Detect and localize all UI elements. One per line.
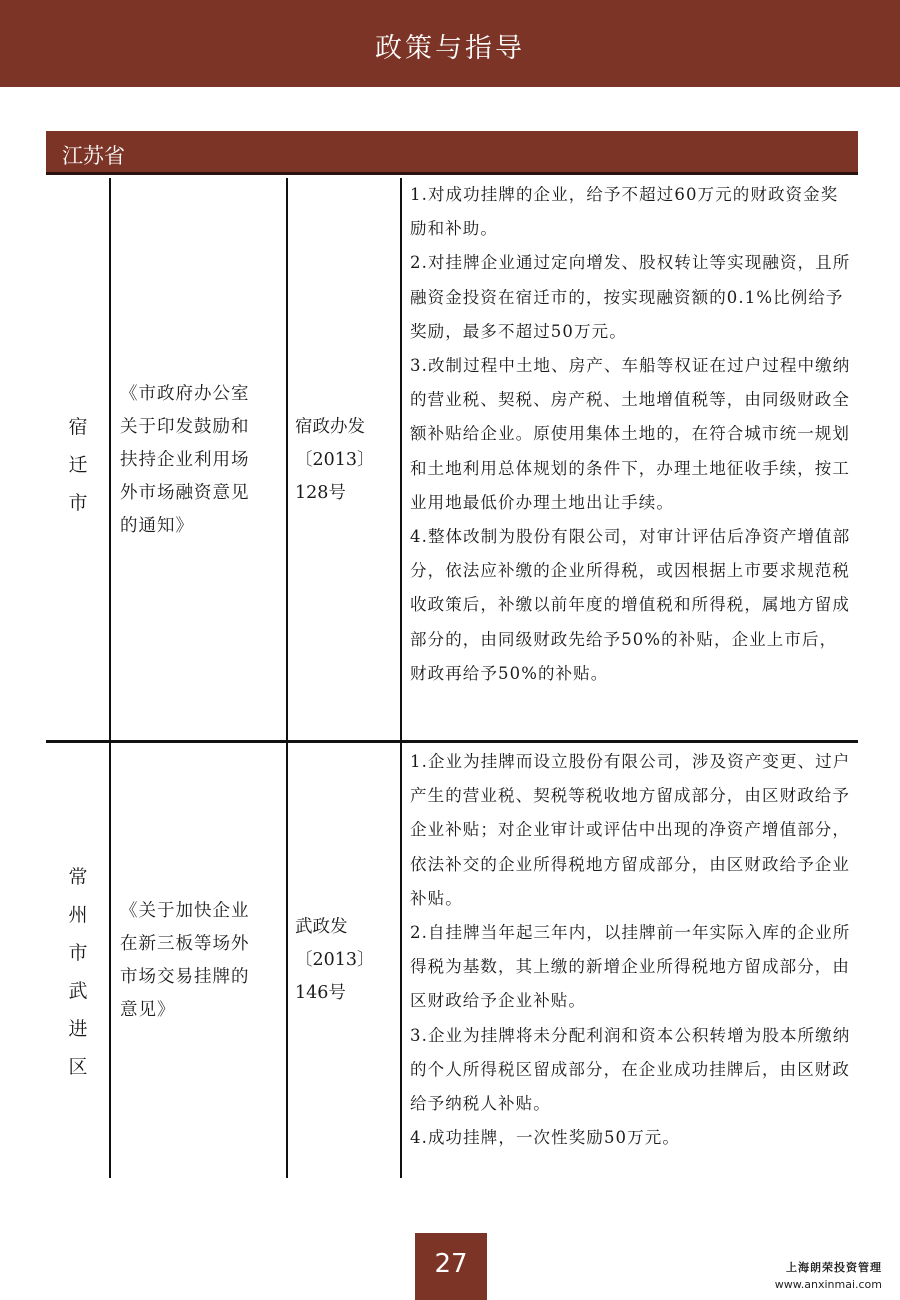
section-header: [46, 131, 858, 175]
document-number: 武政发 〔2013〕 146号: [295, 917, 375, 1003]
policy-item: 4.整体改制为股份有限公司，对审计评估后净资产增值部分，依法应补缴的企业所得税，或因根据上市要求规范税收政策后，补缴以前年度的增值税和所得税，属地方留成部分的，由同级财政先给予50%的补贴，企业上市后，财政再给予50%的补贴。: [410, 527, 851, 683]
table-divider: [286, 178, 288, 1178]
document-number: 宿政办发 〔2013〕 128号: [295, 417, 375, 503]
policy-item: 1.企业为挂牌而设立股份有限公司，涉及资产变更、过户产生的营业税、契税等税收地方留成部分，由区财政给予企业补贴；对企业审计或评估中出现的净资产增值部分，依法补交的企业所得税地方留成部分，由区财政给予企业补贴。: [410, 752, 851, 908]
policy-item: 1.对成功挂牌的企业，给予不超过60万元的财政资金奖励和补助。: [410, 185, 839, 239]
policy-item: 4.成功挂牌，一次性奖励50万元。: [410, 1128, 680, 1148]
brand-footer: [775, 1259, 882, 1291]
header-band: [0, 0, 900, 87]
policy-item: 3.企业为挂牌将未分配利润和资本公积转增为股本所缴纳的个人所得税区留成部分，在企业成功挂牌后，由区财政给予纳税人补贴。: [410, 1025, 851, 1114]
city-name: 宿 迁 市: [68, 416, 88, 514]
policy-list: [410, 745, 854, 1155]
page-number: 27: [434, 1249, 468, 1279]
brand-url: www.anxinmai.com: [774, 1278, 882, 1291]
brand-name: 上海朗荣投资管理: [786, 1261, 882, 1274]
page-title: 政策与指导: [375, 33, 525, 64]
policy-item: 3.改制过程中土地、房产、车船等权证在过户过程中缴纳的营业税、契税、房产税、土地增值税等，由同级财政全额补贴给企业。原使用集体土地的，在符合城市统一规划和土地利用总体规划的条件下，办理土地征收手续，按工业用地最低价办理土地出让手续。: [410, 356, 851, 512]
table-divider: [109, 178, 111, 1178]
city-name: 常 州 市 武 进 区: [68, 866, 88, 1078]
document-title: 《市政府办公室 关于印发鼓励和 扶持企业利用场 外市场融资意见 的通知》: [120, 384, 250, 536]
row-divider: [46, 740, 858, 743]
section-title: 江苏省: [62, 144, 125, 168]
document-title: 《关于加快企业 在新三板等场外 市场交易挂牌的 意见》: [120, 901, 250, 1020]
policy-list: [410, 178, 854, 691]
policy-item: 2.对挂牌企业通过定向增发、股权转让等实现融资，且所融资金投资在宿迁市的，按实现融资额的0.1%比例给予奖励，最多不超过50万元。: [410, 253, 851, 341]
policy-item: 2.自挂牌当年起三年内，以挂牌前一年实际入库的企业所得税为基数，其上缴的新增企业所得税地方留成部分，由区财政给予企业补贴。: [410, 923, 851, 1011]
page-number-box: [415, 1233, 487, 1300]
table-divider: [400, 178, 402, 1178]
